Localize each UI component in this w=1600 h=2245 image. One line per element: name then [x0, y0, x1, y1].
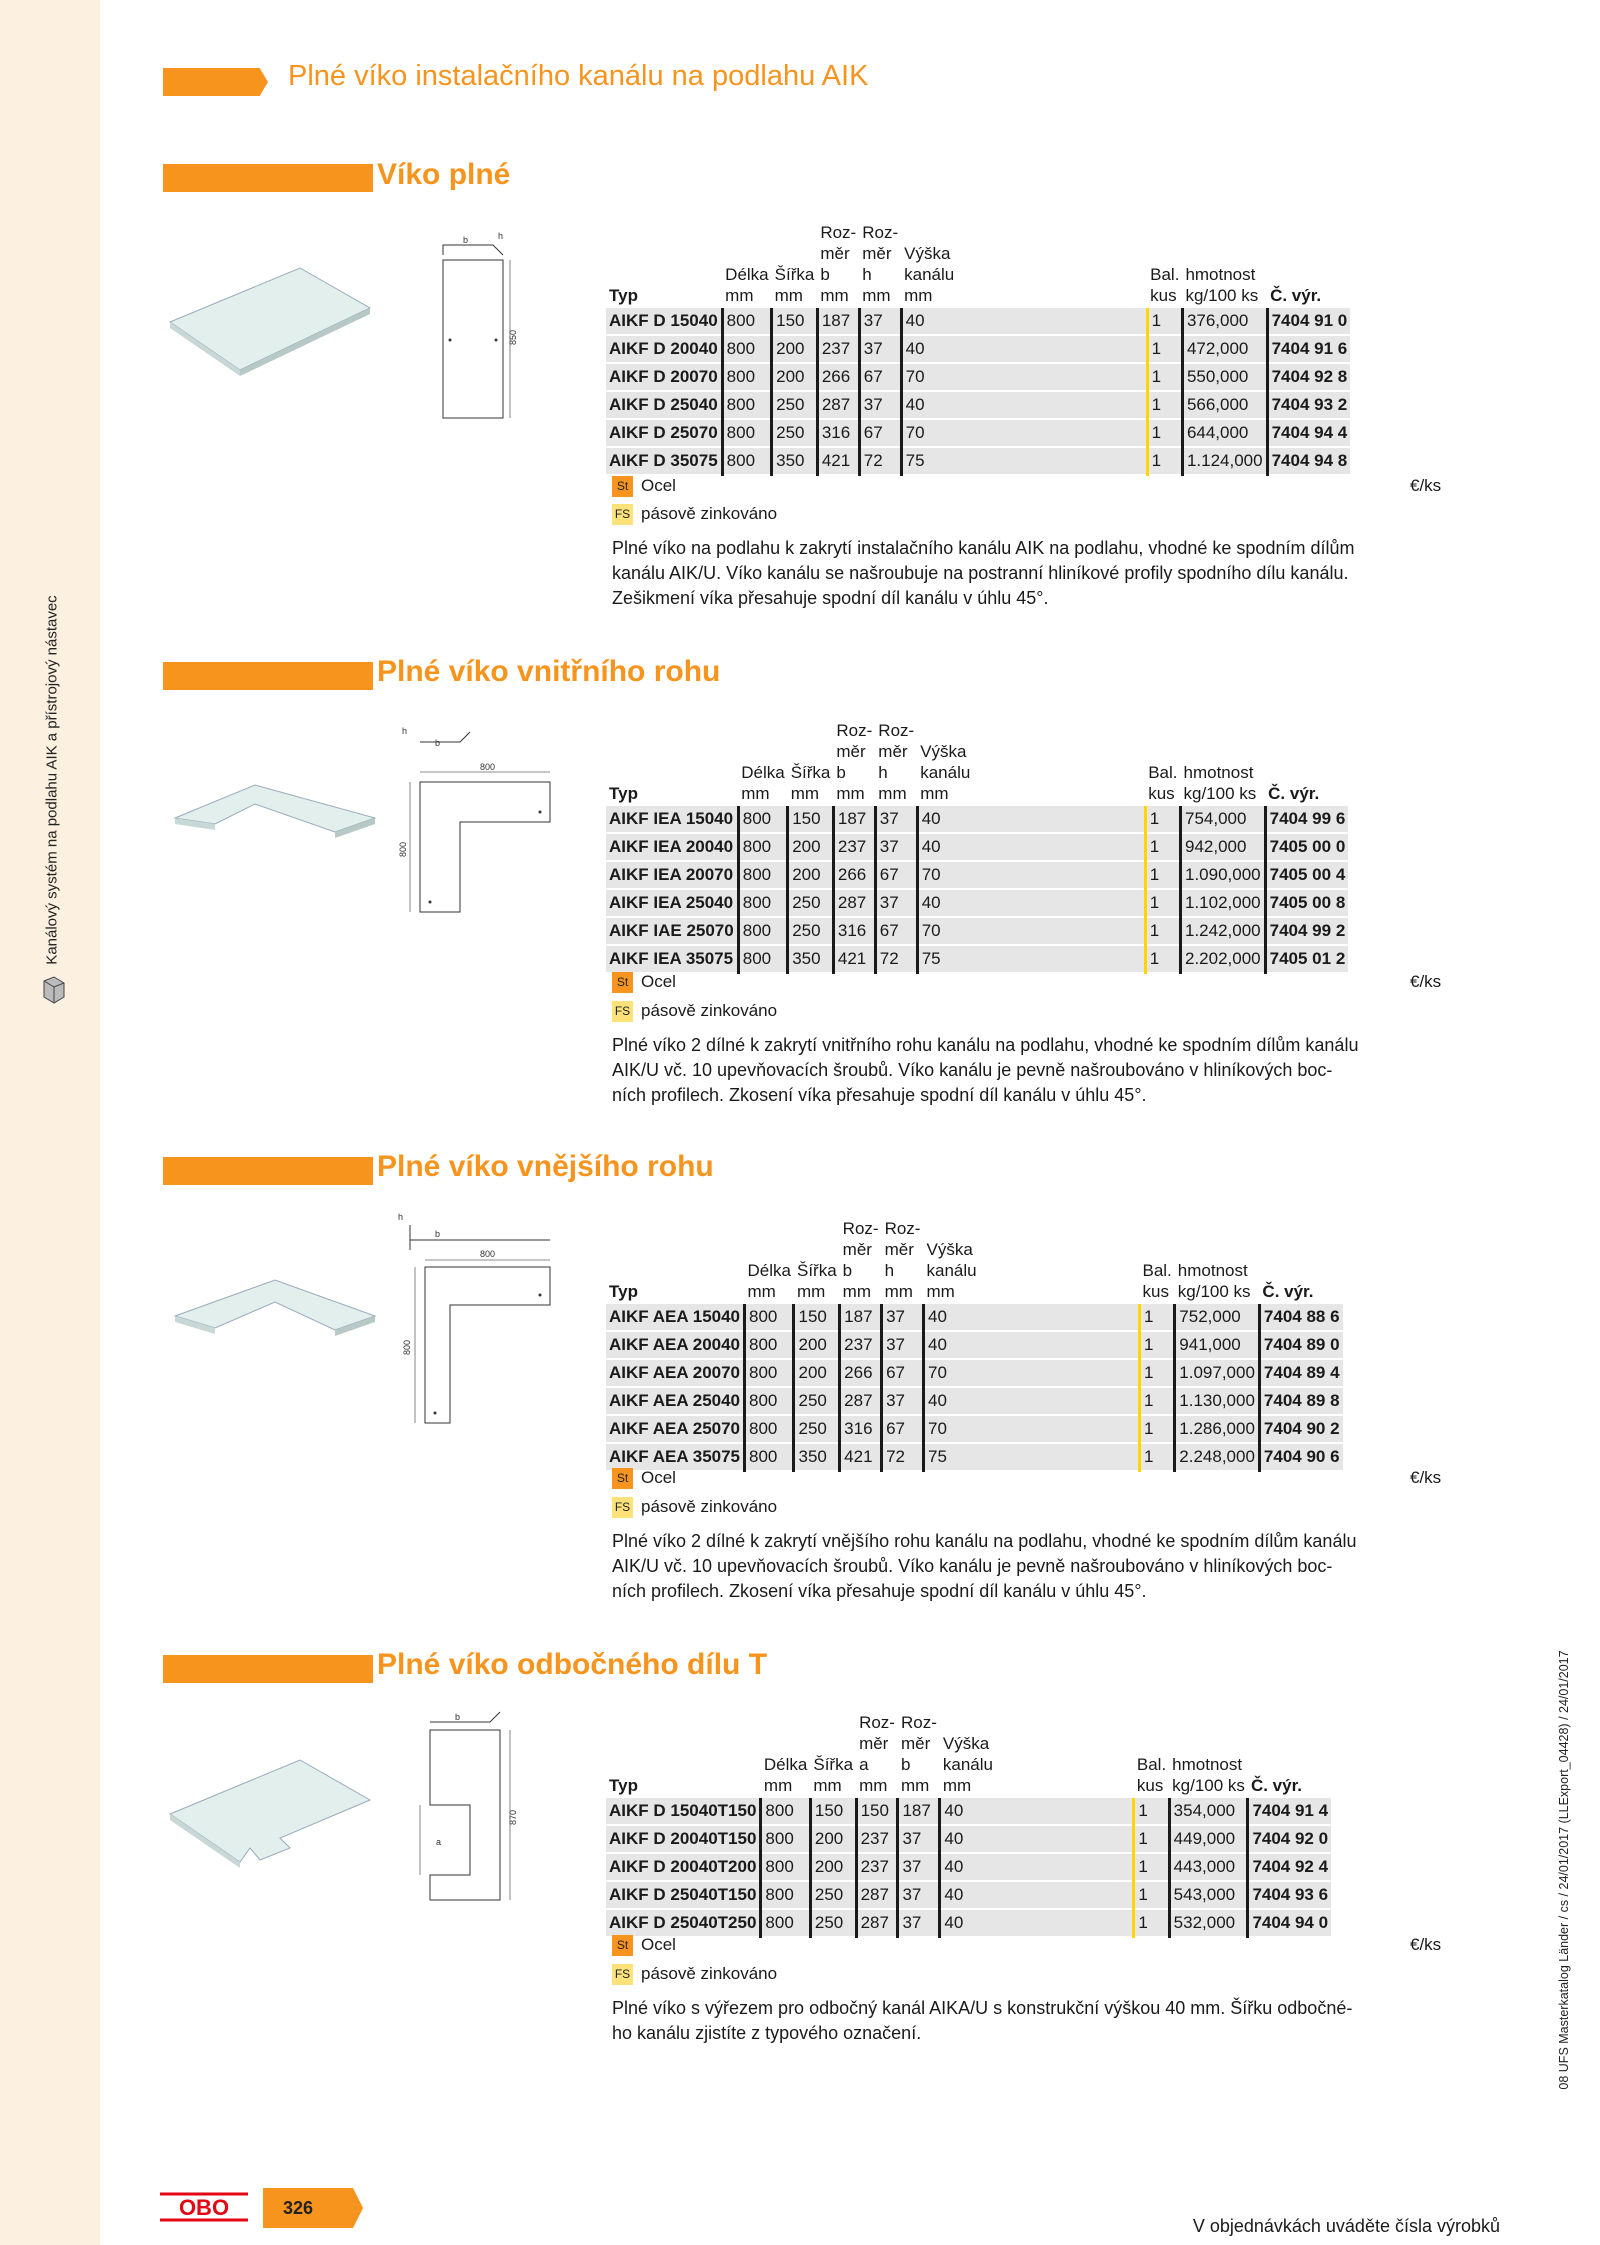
drawing-label: 850: [508, 329, 518, 345]
table-row: AIKF AEA 20040 800 200 237 37 40 1 941,000 7404 89 0: [606, 1331, 1343, 1359]
product-table: [606, 1712, 1331, 1938]
left-margin-strip: [0, 0, 100, 2245]
dimension-drawing: [390, 722, 560, 922]
table-row: AIKF D 20070 800 200 266 67 70 1 550,000 7404 92 8: [606, 363, 1350, 391]
table-row: AIKF IEA 25040 800 250 287 37 40 1 1.102,000 7405 00 8: [606, 889, 1348, 917]
col-header: Roz- měr b mm: [842, 1219, 879, 1301]
col-header: Roz- měr b mm: [820, 223, 857, 305]
side-category-text: Kanálový systém na podlahu AIK a přístrojový nástavec: [43, 595, 61, 965]
finish-line: FS pásově zinkováno: [612, 1497, 777, 1518]
table-row: AIKF D 25070 800 250 316 67 70 1 644,000 7404 94 4: [606, 419, 1350, 447]
price-unit: €/ks: [1410, 972, 1442, 991]
table-row: AIKF D 25040T250 800 250 287 37 40 1 532,000 7404 94 0: [606, 1909, 1331, 1937]
section-title: Víko plné: [377, 158, 511, 191]
catalog-export-info: 08 UFS Masterkatalog Länder / cs / 24/01/2017 (LLExport_04428) / 24/01/2017: [1557, 1650, 1571, 2090]
col-header: Délka mm: [763, 1755, 808, 1795]
obo-logo: [160, 2192, 248, 2222]
table-row: AIKF D 20040T150 800 200 237 37 40 1 449,000 7404 92 0: [606, 1825, 1331, 1853]
table-row: AIKF IAE 25070 800 250 316 67 70 1 1.242,000 7404 99 2: [606, 917, 1348, 945]
product-thumbnail-icon: [40, 975, 68, 1005]
drawing-label: h: [498, 231, 504, 241]
svg-text:h: h: [402, 726, 408, 736]
table-row: AIKF AEA 15040 800 150 187 37 40 1 752,000 7404 88 6: [606, 1304, 1343, 1331]
price-unit: €/ks: [1410, 476, 1442, 495]
material-line: St Ocel: [612, 476, 676, 497]
col-header: Výška kanálu mm: [904, 244, 955, 305]
material-line: St Ocel: [612, 972, 676, 993]
finish-line: FS pásově zinkováno: [612, 1964, 777, 1985]
col-header: Č. výr.: [1270, 286, 1322, 305]
product-photo: [160, 260, 380, 380]
finish-line: FS pásově zinkováno: [612, 1001, 777, 1022]
section-accent-bar: [163, 164, 373, 192]
svg-text:b: b: [435, 738, 441, 748]
svg-text:b: b: [435, 1229, 441, 1239]
table-row: AIKF D 35075 800 350 421 72 75 1 1.124,000 7404 94 8: [606, 447, 1350, 475]
table-row: AIKF D 15040 800 150 187 37 40 1 376,000 7404 91 0: [606, 308, 1350, 335]
col-header: Typ: [609, 286, 638, 305]
section-accent-bar: [163, 1157, 373, 1185]
col-header: Bal. kus: [1136, 1755, 1167, 1795]
table-row: AIKF D 25040 800 250 287 37 40 1 566,000 7404 93 2: [606, 391, 1350, 419]
svg-text:800: 800: [398, 841, 408, 857]
col-header: Délka mm: [747, 1261, 791, 1301]
product-description: Plné víko 2 dílné k zakrytí vnějšího rohu kanálu na podlahu, vhodné ke spodním dílům kanálu AIK/U vč. 10 upevňovacích šroubů. Víko kanálu je pevně našroubováno v hliníkových boc- ních profilech. Zkosení víka přesahuje spodní díl kanálu v úhlu 45°.: [612, 1531, 1357, 1601]
svg-text:870: 870: [508, 1809, 518, 1825]
svg-text:h: h: [398, 1212, 404, 1222]
table-row: AIKF AEA 20070 800 200 266 67 70 1 1.097,000 7404 89 4: [606, 1359, 1343, 1387]
col-header: Šířka mm: [790, 763, 831, 803]
dimension-drawing: [428, 225, 518, 425]
table-row: AIKF D 20040 800 200 237 37 40 1 472,000 7404 91 6: [606, 335, 1350, 363]
table-row: AIKF IEA 35075 800 350 421 72 75 1 2.202,000 7405 01 2: [606, 945, 1348, 973]
svg-text:OBO: OBO: [178, 2195, 230, 2220]
col-header: Č. výr.: [1262, 1282, 1314, 1301]
col-header: Šířka mm: [774, 265, 815, 305]
product-table: [606, 720, 1348, 974]
col-header: Typ: [609, 1776, 638, 1795]
footer-note: V objednávkách uváděte čísla výrobků: [1192, 2216, 1500, 2236]
col-header: Roz- měr h mm: [884, 1219, 921, 1301]
page-title: Plné víko instalačního kanálu na podlahu AIK: [288, 60, 869, 92]
product-table: [606, 222, 1350, 476]
table-row: AIKF AEA 25070 800 250 316 67 70 1 1.286,000 7404 90 2: [606, 1415, 1343, 1443]
section-title: Plné víko vnějšího rohu: [377, 1150, 714, 1183]
svg-text:b: b: [455, 1712, 461, 1722]
finish-line: FS pásově zinkováno: [612, 504, 777, 525]
price-unit: €/ks: [1410, 1935, 1442, 1954]
col-header: hmotnost kg/100 ks: [1172, 1755, 1245, 1795]
col-header: Roz- měr h mm: [862, 223, 899, 305]
col-header: Bal. kus: [1148, 763, 1178, 803]
table-row: AIKF IEA 15040 800 150 187 37 40 1 754,000 7404 99 6: [606, 806, 1348, 833]
price-unit: €/ks: [1410, 1468, 1442, 1487]
table-row: AIKF AEA 25040 800 250 287 37 40 1 1.130,000 7404 89 8: [606, 1387, 1343, 1415]
col-header: Typ: [609, 1282, 638, 1301]
col-header: Roz- měr a mm: [859, 1713, 895, 1795]
col-header: Typ: [609, 784, 638, 803]
material-line: St Ocel: [612, 1468, 676, 1489]
product-description: Plné víko s výřezem pro odbočný kanál AIKA/U s konstrukční výškou 40 mm. Šířku odbočné- ho kanálu zjistíte z typového označení.: [612, 1998, 1353, 2043]
col-header: Délka mm: [725, 265, 769, 305]
table-row: AIKF D 20040T200 800 200 237 37 40 1 443,000 7404 92 4: [606, 1853, 1331, 1881]
material-line: St Ocel: [612, 1935, 676, 1956]
section-title: Plné víko odbočného dílu T: [377, 1648, 768, 1681]
col-header: Roz- měr h mm: [878, 721, 915, 803]
dimension-drawing: [410, 1700, 520, 1920]
col-header: Č. výr.: [1268, 784, 1320, 803]
svg-text:a: a: [436, 1837, 442, 1847]
table-row: AIKF D 15040T150 800 150 150 187 40 1 354,000 7404 91 4: [606, 1798, 1331, 1825]
svg-text:800: 800: [480, 1249, 496, 1259]
product-table: [606, 1218, 1343, 1472]
col-header: Roz- měr b mm: [836, 721, 873, 803]
col-header: Č. výr.: [1250, 1776, 1302, 1795]
svg-text:800: 800: [480, 762, 496, 772]
product-photo: [165, 1270, 385, 1380]
col-header: hmotnost kg/100 ks: [1183, 763, 1257, 803]
col-header: hmotnost kg/100 ks: [1185, 265, 1259, 305]
product-photo: [160, 1752, 380, 1872]
col-header: hmotnost kg/100 ks: [1177, 1261, 1251, 1301]
product-description: Plné víko 2 dílné k zakrytí vnitřního rohu kanálu na podlahu, vhodné ke spodním dílům kanálu AIK/U vč. 10 upevňovacích šroubů. Víko kanálu je pevně našroubováno v hliníkových boc- ních profilech. Zkosení víka přesahuje spodní díl kanálu v úhlu 45°.: [612, 1035, 1359, 1105]
table-row: AIKF AEA 35075 800 350 421 72 75 1 2.248,000 7404 90 6: [606, 1443, 1343, 1471]
table-row: AIKF IEA 20040 800 200 237 37 40 1 942,000 7405 00 0: [606, 833, 1348, 861]
col-header: Bal. kus: [1150, 265, 1180, 305]
section-accent-bar: [163, 1655, 373, 1683]
page-number: 326: [283, 2198, 314, 2218]
section-title: Plné víko vnitřního rohu: [377, 655, 721, 688]
col-header: Výška kanálu mm: [920, 742, 971, 803]
table-row: AIKF D 25040T150 800 250 287 37 40 1 543,000 7404 93 6: [606, 1881, 1331, 1909]
dimension-drawing: [390, 1205, 560, 1430]
product-description: Plné víko na podlahu k zakrytí instalačního kanálu AIK na podlahu, vhodné ke spodním dílům kanálu AIK/U. Víko kanálu se našroubuje na postranní hliníkové profily spodního dílu kanálu. Zešikmení víka přesahuje spodní díl kanálu v úhlu 45°.: [612, 538, 1355, 608]
col-header: Bal. kus: [1142, 1261, 1172, 1301]
col-header: Délka mm: [741, 763, 785, 803]
col-header: Výška kanálu mm: [926, 1240, 977, 1301]
col-header: Šířka mm: [796, 1261, 837, 1301]
table-row: AIKF IEA 20070 800 200 266 67 70 1 1.090,000 7405 00 4: [606, 861, 1348, 889]
col-header: Šířka mm: [813, 1755, 854, 1795]
drawing-label: b: [463, 235, 469, 245]
header-accent-bar: [163, 68, 268, 96]
col-header: Roz- měr b mm: [900, 1713, 937, 1795]
section-accent-bar: [163, 662, 373, 690]
product-photo: [165, 770, 385, 880]
col-header: Výška kanálu mm: [942, 1734, 993, 1795]
svg-text:800: 800: [402, 1339, 412, 1355]
